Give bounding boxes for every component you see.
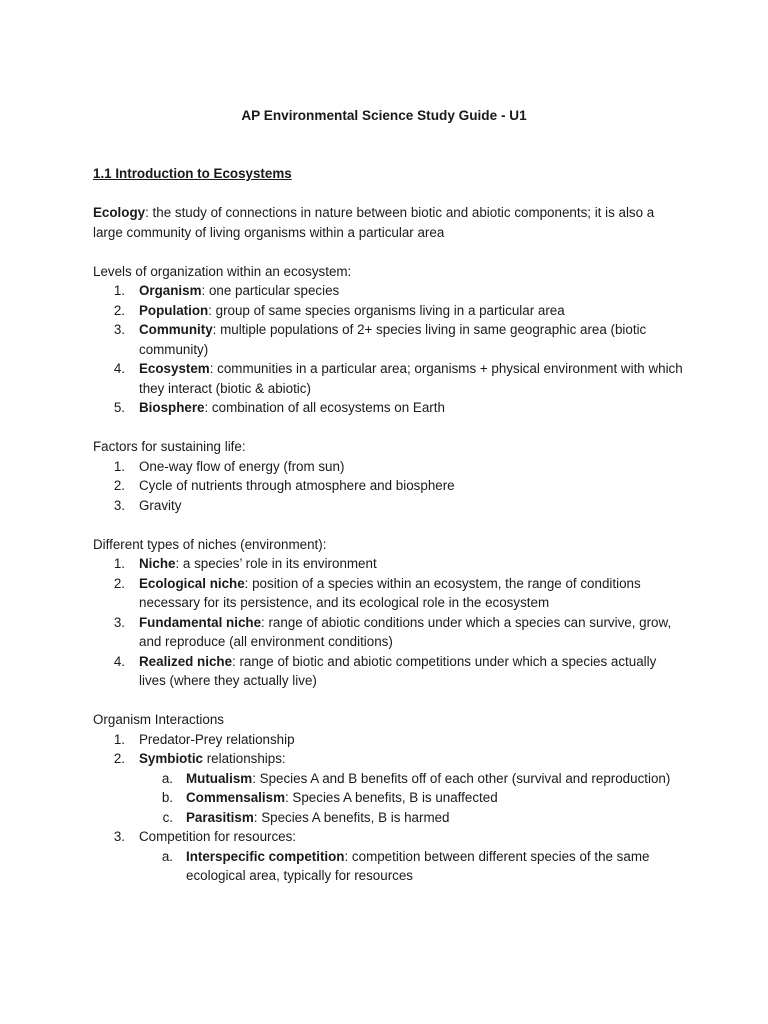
ecology-text: : the study of connections in nature between biotic and abiotic components; it is also a large community of living organisms within a particular area bbox=[93, 205, 655, 240]
list-item bbox=[93, 574, 683, 613]
list-item bbox=[93, 281, 683, 301]
list-item-term: Interspecific competition bbox=[186, 848, 345, 864]
list-item-term: Biosphere bbox=[139, 400, 205, 415]
document-title: AP Environmental Science Study Guide - U1 bbox=[241, 108, 527, 123]
list-item-text: : range of biotic and abiotic competitions under which a species actually lives (where they actually live) bbox=[139, 653, 657, 688]
list-item bbox=[93, 652, 683, 691]
numbered-list bbox=[93, 730, 683, 886]
list-item-text: : Species A benefits, B is harmed bbox=[253, 809, 450, 825]
list-item-text: : Species A and B benefits off of each other (survival and reproduction) bbox=[252, 770, 671, 786]
list-marker: 2. bbox=[113, 478, 125, 493]
list-item-text: : combination of all ecosystems on Earth bbox=[204, 400, 445, 415]
ecology-definition bbox=[93, 203, 683, 242]
list-item-text: Competition for resources: bbox=[139, 829, 297, 844]
list-item bbox=[93, 301, 683, 321]
list-item-text: : one particular species bbox=[201, 283, 340, 298]
list-section bbox=[93, 710, 683, 886]
list-item bbox=[93, 359, 683, 398]
list-item-text: : multiple populations of 2+ species living in same geographic area (biotic community) bbox=[139, 322, 647, 357]
section-heading: 1.1 Introduction to Ecosystems bbox=[93, 166, 292, 181]
list-item-term: Population bbox=[139, 302, 209, 318]
list-marker: 3. bbox=[113, 497, 125, 513]
list-intro: Different types of niches (environment): bbox=[93, 536, 327, 552]
list-item-term: Mutualism bbox=[186, 770, 253, 786]
sub-list-item bbox=[139, 808, 683, 828]
list-item bbox=[93, 398, 683, 418]
document-body bbox=[93, 164, 683, 886]
list-item-text: : a species’ role in its environment bbox=[175, 556, 377, 571]
list-item-text: Predator-Prey relationship bbox=[139, 731, 295, 747]
list-item-term: Organism bbox=[139, 283, 202, 298]
list-marker: 4. bbox=[113, 361, 125, 376]
list-marker: 5. bbox=[113, 400, 125, 415]
sub-list bbox=[139, 769, 683, 828]
list-marker: 2. bbox=[113, 302, 125, 318]
list-marker: 3. bbox=[113, 614, 125, 630]
list-intro: Factors for sustaining life: bbox=[93, 439, 246, 454]
list-intro: Organism Interactions bbox=[93, 712, 224, 727]
list-marker: 2. bbox=[113, 751, 125, 766]
list-item-text: relationships: bbox=[203, 751, 286, 766]
list-item-text: : Species A benefits, B is unaffected bbox=[284, 790, 498, 805]
list-marker: 3. bbox=[113, 322, 125, 337]
list-item-text: Gravity bbox=[139, 497, 182, 513]
list-marker: 3. bbox=[113, 829, 125, 844]
list-item-term: Ecosystem bbox=[139, 361, 210, 376]
sub-list bbox=[139, 847, 683, 886]
list-item-text: : group of same species organisms living in a particular area bbox=[208, 302, 565, 318]
list-item-term: Community bbox=[139, 322, 213, 337]
list-item-term: Realized niche bbox=[139, 653, 233, 669]
list-item bbox=[93, 554, 683, 574]
list-item-term: Symbiotic bbox=[139, 751, 203, 766]
list-section bbox=[93, 535, 683, 691]
list-marker: 1. bbox=[113, 556, 125, 571]
list-item bbox=[93, 457, 683, 477]
list-marker: a. bbox=[161, 848, 173, 864]
list-item bbox=[93, 730, 683, 750]
list-marker: c. bbox=[162, 809, 173, 825]
list-item-text: : competition between different species of the same ecological area, typically for resources bbox=[186, 848, 650, 883]
list-intro: Levels of organization within an ecosystem: bbox=[93, 263, 352, 279]
list-item bbox=[93, 613, 683, 652]
list-item-text: : position of a species within an ecosystem, the range of conditions necessary for its persistence, and its ecological role in the ecosystem bbox=[139, 575, 641, 610]
list-marker: 2. bbox=[113, 575, 125, 591]
numbered-list bbox=[93, 281, 683, 418]
sub-list-item bbox=[139, 769, 683, 789]
list-marker: 4. bbox=[113, 653, 125, 669]
list-marker: 1. bbox=[113, 458, 125, 474]
sub-list-item bbox=[139, 788, 683, 808]
list-section bbox=[93, 262, 683, 418]
list-marker: a. bbox=[161, 770, 173, 786]
list-marker: b. bbox=[161, 790, 173, 805]
list-item bbox=[93, 496, 683, 516]
list-item-term: Fundamental niche bbox=[139, 614, 262, 630]
list-item-text: One-way flow of energy (from sun) bbox=[139, 458, 345, 474]
list-marker: 1. bbox=[113, 731, 125, 747]
list-item-text: : communities in a particular area; organisms + physical environment with which they interact (biotic & abiotic) bbox=[139, 361, 683, 396]
list-item bbox=[93, 476, 683, 496]
list-item-term: Commensalism bbox=[186, 790, 285, 805]
numbered-list bbox=[93, 554, 683, 691]
list-item-term: Ecological niche bbox=[139, 575, 245, 591]
numbered-list bbox=[93, 457, 683, 516]
list-item-text: Cycle of nutrients through atmosphere and biosphere bbox=[139, 478, 455, 493]
list-item-term: Niche bbox=[139, 556, 176, 571]
sub-list-item bbox=[139, 847, 683, 886]
list-section bbox=[93, 437, 683, 515]
list-item bbox=[93, 320, 683, 359]
sections-container bbox=[93, 262, 683, 886]
list-item-term: Parasitism bbox=[186, 809, 254, 825]
list-item bbox=[93, 749, 683, 827]
list-item bbox=[93, 827, 683, 886]
list-item-text: : range of abiotic conditions under which a species can survive, grow, and reproduce (all environment conditions) bbox=[139, 614, 672, 649]
list-marker: 1. bbox=[113, 283, 125, 298]
ecology-term: Ecology bbox=[93, 205, 146, 220]
